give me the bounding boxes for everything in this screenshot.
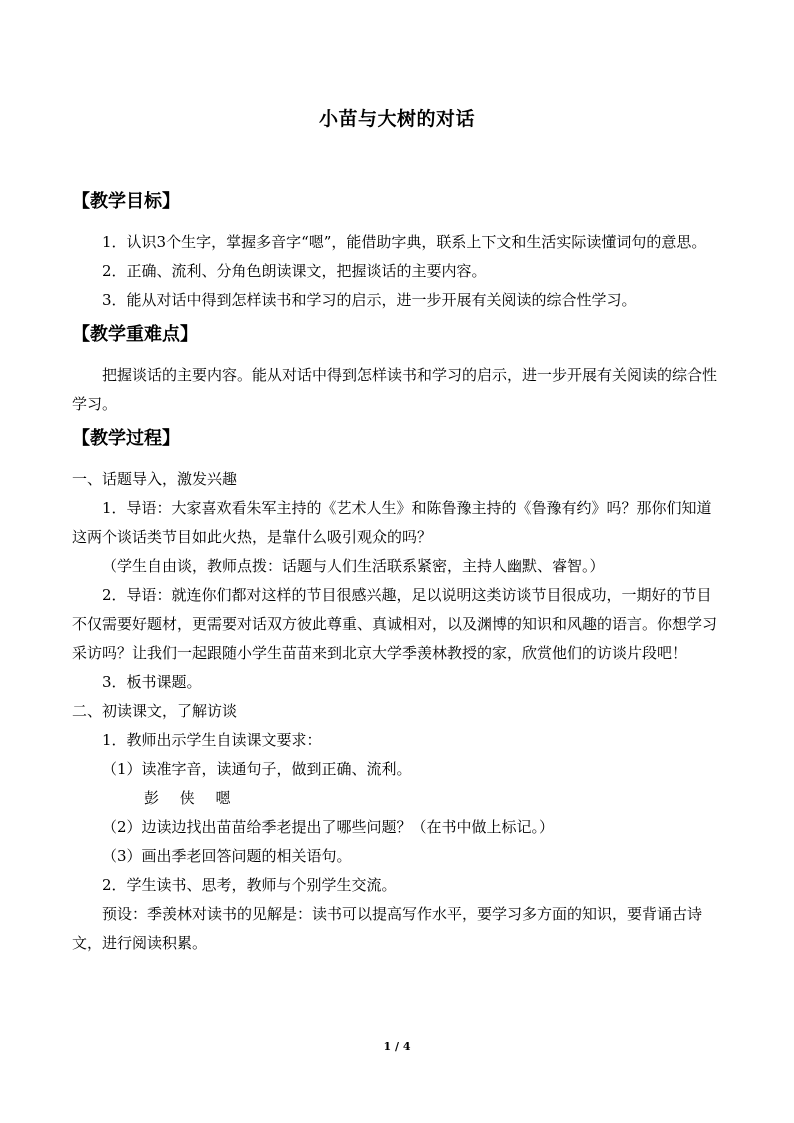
page-number: 1 / 4 <box>383 1040 411 1053</box>
process-part2-p2: （1）读准字音，读通句子，做到正确、流利。 <box>102 760 412 778</box>
key-points-text: 把握谈话的主要内容。能从对话中得到怎样读书和学习的启示，进一步开展有关阅读的综合性学习。 <box>72 366 718 413</box>
process-part1-p1: 1．导语：大家喜欢看朱军主持的《艺术人生》和陈鲁豫主持的《鲁豫有约》吗？那你们知道这两个谈话类节目如此火热，是靠什么吸引观众的吗？ <box>72 499 712 546</box>
process-part2-p5: （3）画出季老回答问题的相关语句。 <box>102 847 352 865</box>
process-part1-title: 一、话题导入，激发兴趣 <box>72 470 238 488</box>
process-part1-p3: 2．导语：就连你们都对这样的节目很感兴趣，足以说明这类访谈节目很成功，一期好的节目不仅需要好题材，更需要对话双方彼此尊重、真诚相对，以及渊博的知识和风趣的语言。你想学习采访吗？让我们一起跟随小学生苗苗来到北京大学季羡林教授的家，欣赏他们的访谈片段吧！ <box>72 586 718 662</box>
process-part2-characters: 彭 侠 嗯 <box>144 789 239 807</box>
process-part2-title: 二、初读课文，了解访谈 <box>72 702 238 720</box>
section-heading-process: 【教学过程】 <box>72 428 180 449</box>
process-part2-p4: （2）边读边找出苗苗给季老提出了哪些问题？（在书中做上标记。） <box>102 818 555 836</box>
document-title: 小苗与大树的对话 <box>318 108 475 130</box>
process-part2-p7: 预设：季羡林对读书的见解是：读书可以提高写作水平，要学习多方面的知识，要背诵古诗文，进行阅读积累。 <box>72 905 703 952</box>
process-part1-p4: 3．板书课题。 <box>102 673 202 691</box>
process-part2-p6: 2．学生读书、思考，教师与个别学生交流。 <box>102 876 397 894</box>
process-part2-p1: 1．教师出示学生自读课文要求： <box>102 731 322 749</box>
document-body <box>72 184 722 958</box>
section-heading-key-points: 【教学重难点】 <box>72 324 198 345</box>
goal-item-2: 2．正确、流利、分角色朗读课文，把握谈话的主要内容。 <box>102 262 487 280</box>
goal-item-1: 1．认识3个生字，掌握多音字“嗯”，能借助字典，联系上下文和生活实际读懂词句的意思。 <box>102 233 707 251</box>
process-part1-p2: （学生自由谈，教师点拨：话题与人们生活联系紧密，主持人幽默、睿智。） <box>102 557 605 575</box>
goal-item-3: 3．能从对话中得到怎样读书和学习的启示，进一步开展有关阅读的综合性学习。 <box>102 291 637 309</box>
section-heading-goals: 【教学目标】 <box>72 191 180 212</box>
